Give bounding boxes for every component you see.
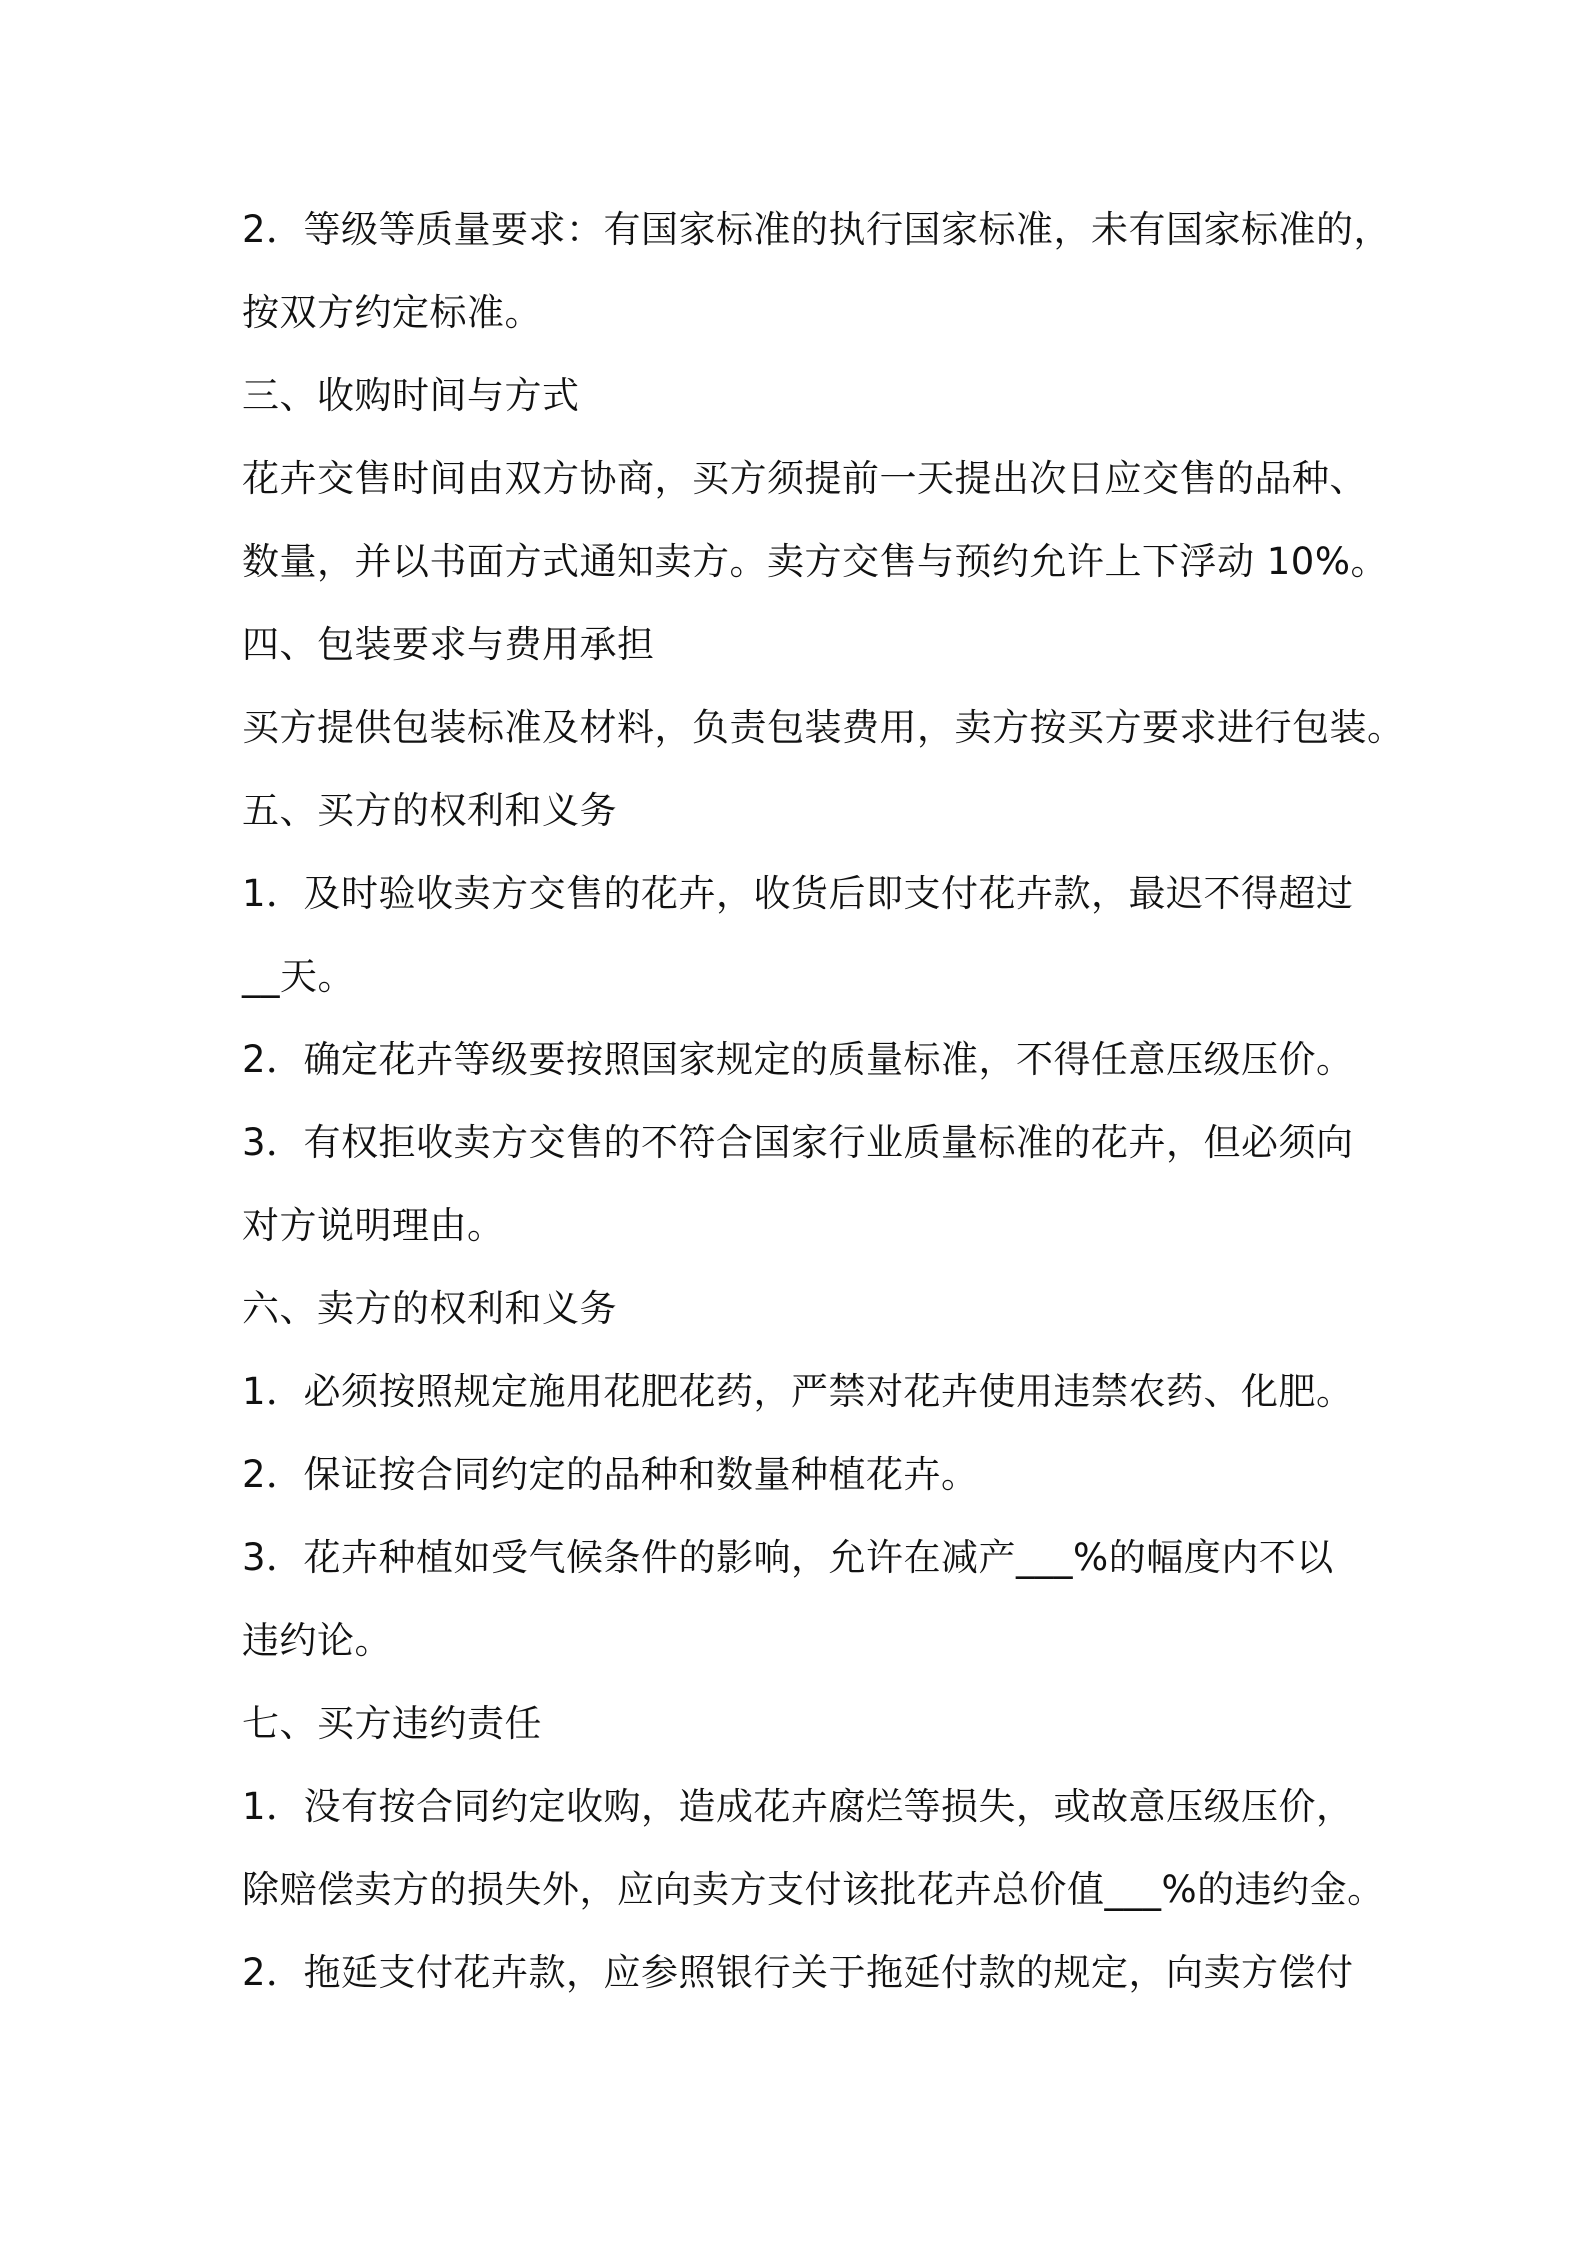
clause-line: 对方说明理由。 — [242, 1204, 505, 1247]
clause-line: 3．有权拒收卖方交售的不符合国家行业质量标准的花卉，但必须向 — [242, 1121, 1354, 1164]
clause-line: 1．必须按照规定施用花肥花药，严禁对花卉使用违禁农药、化肥。 — [242, 1370, 1354, 1413]
clause-line: 3．花卉种植如受气候条件的影响，允许在减产___%的幅度内不以 — [242, 1536, 1334, 1579]
section-heading: 四、包装要求与费用承担 — [242, 623, 655, 666]
clause-line: 2．拖延支付花卉款，应参照银行关于拖延付款的规定，向卖方偿付 — [242, 1951, 1354, 1994]
clause-line: __天。 — [242, 955, 355, 998]
clause-line: 除赔偿卖方的损失外，应向卖方支付该批花卉总价值___%的违约金。 — [242, 1868, 1385, 1911]
clause-line: 花卉交售时间由双方协商，买方须提前一天提出次日应交售的品种、 — [242, 457, 1367, 500]
clause-line: 买方提供包装标准及材料，负责包装费用，卖方按买方要求进行包装。 — [242, 706, 1405, 749]
clause-line: 2．保证按合同约定的品种和数量种植花卉。 — [242, 1453, 979, 1496]
clause-line: 数量，并以书面方式通知卖方。卖方交售与预约允许上下浮动 10%。 — [242, 540, 1388, 583]
clause-line: 违约论。 — [242, 1619, 392, 1662]
clause-line: 1．没有按合同约定收购，造成花卉腐烂等损失，或故意压级压价， — [242, 1785, 1354, 1828]
section-heading: 七、买方违约责任 — [242, 1702, 542, 1745]
section-heading: 六、卖方的权利和义务 — [242, 1287, 617, 1330]
clause-line: 2．等级等质量要求：有国家标准的执行国家标准，未有国家标准的， — [242, 208, 1392, 251]
clause-line: 1．及时验收卖方交售的花卉，收货后即支付花卉款，最迟不得超过 — [242, 872, 1354, 915]
clause-line: 2．确定花卉等级要按照国家规定的质量标准，不得任意压级压价。 — [242, 1038, 1354, 1081]
section-heading: 三、收购时间与方式 — [242, 374, 580, 417]
section-heading: 五、买方的权利和义务 — [242, 789, 617, 832]
clause-line: 按双方约定标准。 — [242, 291, 542, 334]
